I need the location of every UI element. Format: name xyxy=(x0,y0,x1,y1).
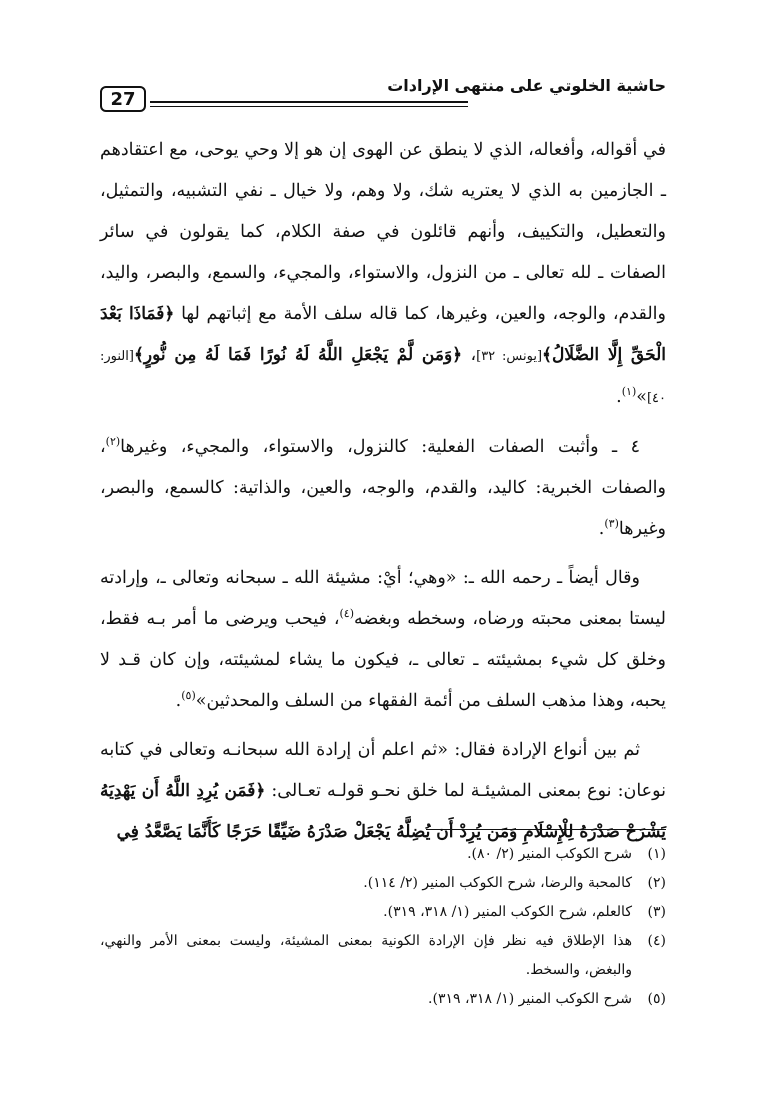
footnote xyxy=(100,869,666,898)
text-run: . xyxy=(175,691,182,711)
quran-verse: ﴿فَمَاذَا بَعْدَ الْحَقِّ إِلَّا الضَّلَالُ﴾ xyxy=(100,304,666,365)
verse-reference: [النور: ٤٠] xyxy=(100,349,666,406)
footnote xyxy=(100,898,666,927)
footnote-marker[interactable]: (١) xyxy=(621,385,637,399)
running-title: حاشية الخلوتي على منتهى الإرادات xyxy=(387,76,666,95)
text-run: . xyxy=(598,519,605,539)
header-rule xyxy=(150,101,468,103)
text-run: ، xyxy=(462,345,477,365)
footnote-number: (١) xyxy=(647,846,666,862)
paragraph xyxy=(100,130,666,419)
text-run: » xyxy=(636,387,647,407)
text-run: . xyxy=(616,387,622,407)
footnote xyxy=(100,985,666,1014)
verse-reference: [يونس: ٣٢] xyxy=(476,349,543,364)
paragraph xyxy=(100,730,666,853)
text-run: ، فيحب ويرضى ما أمر بـه فقط، وخلق كل شيء بمشيئته ـ تعالى ـ، فيكون ما يشاء لمشيئته، وإن كان قـد لا يحبه، وهذا مذهب السلف من أئمة الفقهاء من السلف والمحدثين» xyxy=(100,609,666,711)
footnote-number: (٤) xyxy=(647,933,666,949)
footnote-marker[interactable]: (٥) xyxy=(181,689,196,703)
footnote-marker[interactable]: (٤) xyxy=(339,607,354,621)
footnote-text: شرح الكوكب المنير (٢/ ٨٠). xyxy=(467,846,632,862)
footnotes xyxy=(100,840,666,1014)
footnote xyxy=(100,840,666,869)
footnote-marker[interactable]: (٣) xyxy=(604,517,619,531)
footnote-text: كالمحبة والرضا، شرح الكوكب المنير (٢/ ١١٤). xyxy=(363,875,632,891)
text-run: وقال أيضاً ـ رحمه الله ـ: «وهي؛ أيْ: مشيئة الله ـ سبحانه وتعالى ـ، وإرادته ليستا بمعنى محبته ورضاه، وسخطه وبغضه xyxy=(100,568,666,629)
footnote-number: (٢) xyxy=(647,875,666,891)
text-run: ، والصفات الخبرية: كاليد، والقدم، والوجه، والعين، والذاتية: كالسمع، والبصر، وغيرها xyxy=(100,437,666,539)
quran-verse: ﴿وَمَن لَّمْ يَجْعَلِ اللَّهُ لَهُ نُورًا فَمَا لَهُ مِن نُّورٍ﴾ xyxy=(133,345,463,365)
text-run: في أقواله، وأفعاله، الذي لا ينطق عن الهوى إن هو إلا وحي يوحى، مع اعتقادهم ـ الجازمين به الذي لا يعتريه شك، ولا وهم، ولا خيال ـ نفي التشبيه، والتمثيل، والتعطيل، والتكييف، وأنهم قائلون في صفة الكلام، كما يقولون في سائر الصفات ـ لله تعالى ـ من النزول، والاستواء، والمجيء، والسمع، والبصر، واليد، والقدم، والوجه، والعين، وغيرها، كما قاله سلف الأمة مع إثباتهم لها xyxy=(100,140,666,324)
footnote-number: (٥) xyxy=(647,991,666,1007)
footnote-number: (٣) xyxy=(647,904,666,920)
footnote-marker[interactable]: (٢) xyxy=(105,435,121,449)
paragraph xyxy=(100,558,666,722)
footnote-text: هذا الإطلاق فيه نظر فإن الإرادة الكونية بمعنى المشيئة، وليست بمعنى الأمر والنهي، والبغض، والسخط. xyxy=(100,933,632,978)
paragraph xyxy=(100,427,666,550)
footnote-text: كالعلم، شرح الكوكب المنير (١/ ٣١٨، ٣١٩). xyxy=(383,904,632,920)
footnote-text: شرح الكوكب المنير (١/ ٣١٨، ٣١٩). xyxy=(428,991,632,1007)
text-run: ثم بين أنواع الإرادة فقال: «ثم اعلم أن إرادة الله سبحانـه وتعالى في كتابه نوعان: نوع بمعنى المشيئـة لما خلق نحـو قولـه تعـالى: xyxy=(100,740,666,801)
body-text xyxy=(100,130,666,853)
header-rule-thin xyxy=(150,106,468,107)
footnote-separator xyxy=(426,829,666,830)
footnote xyxy=(100,927,666,985)
quran-verse: ﴿فَمَن يُرِدِ اللَّهُ أَن يَهْدِيَهُ يَشْرَحْ صَدْرَهُ لِلْإِسْلَامِ وَمَن يُرِدْ أَن يُضِلَّهُ يَجْعَلْ صَدْرَهُ ضَيِّقًا حَرَجًا كَأَنَّمَا يَصَّعَّدُ فِي xyxy=(100,781,666,842)
page-number: 27 xyxy=(100,86,146,112)
text-run: ٤ ـ وأثبت الصفات الفعلية: كالنزول، والاستواء، والمجيء، وغيرها xyxy=(120,437,640,457)
page-header xyxy=(100,70,666,120)
